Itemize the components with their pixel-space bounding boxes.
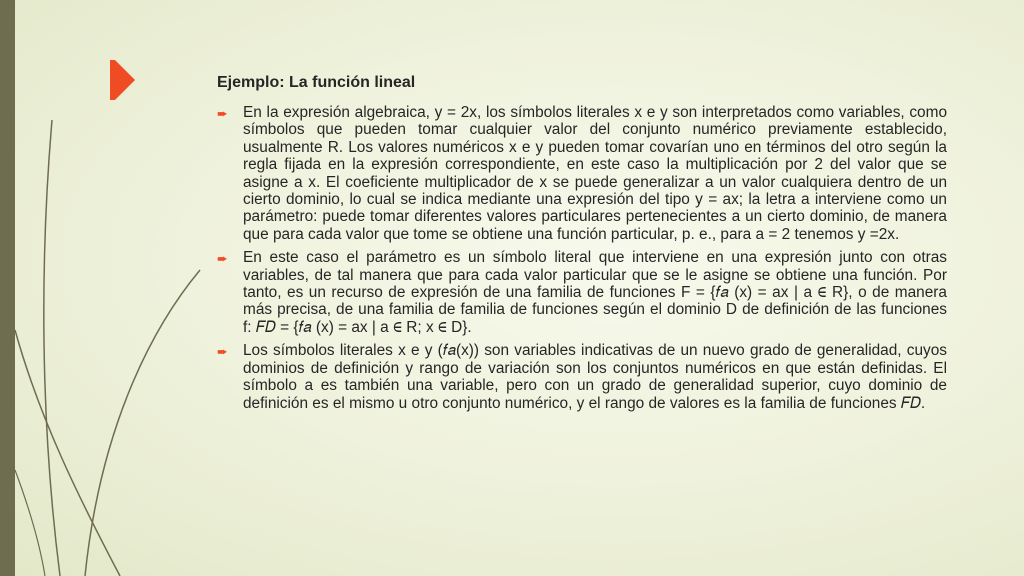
deco-curve-1 (44, 120, 60, 576)
deco-curve-3 (85, 270, 200, 576)
deco-curve-2 (15, 330, 120, 576)
bullet-text: En la expresión algebraica, y = 2x, los símbolos literales x e y son interpretados como variables, como símbolos que pueden tomar cualquier valor del conjunto numérico previamente establecido, usualmente R. Los valores numéricos x e y pueden tomar covarían uno en términos del otro según la regla fijada en la expresión correspondiente, en este caso la multiplicación por 2 del valor que se asigne a x. El coeficiente multiplicador de x se puede generalizar a un valor cualquiera dentro de un cierto dominio, lo cual se indica mediante una expresión del tipo y = ax; la letra a interviene como un parámetro: puede tomar diferentes valores particulares pertenecientes a un cierto dominio, de manera que para cada valor que tome se obtiene una función particular, p. e., para a = 2 tenemos y =2x. (243, 104, 947, 243)
arrow-bullet-icon: ➨ (217, 106, 228, 121)
bullet-text: En este caso el parámetro es un símbolo literal que interviene en una expresión junto con otras variables, de tal manera que para cada valor particular que se le asigne se obtiene una función. Por tanto, es un recurso de expresión de una familia de funciones F = {𝑓𝑎 (x) = ax | a ∈ R}, o de manera más precisa, de una familia de familia de funciones según el dominio D de definición de las funciones f: 𝐹𝐷 = {𝑓𝑎 (x) = ax | a ∈ R; x ∈ D}. (243, 249, 947, 336)
title-arrow-icon (110, 60, 135, 100)
arrow-bullet-icon: ➨ (217, 251, 228, 267)
bullet-item (217, 249, 947, 336)
slide-content (217, 104, 947, 418)
bullet-item (217, 342, 947, 412)
slide-title: Ejemplo: La función lineal (217, 74, 416, 91)
bullet-item (217, 104, 947, 243)
deco-curve-4 (15, 470, 45, 576)
arrow-bullet-icon: ➨ (217, 344, 228, 360)
bullet-text: Los símbolos literales x e y (𝑓𝑎(x)) son variables indicativas de un nuevo grado de generalidad, cuyos dominios de definición y rango de variación son los conjuntos numéricos en que están definidas. El símbolo a es también una variable, pero con un grado de generalidad superior, cuyo dominio de definición es el mismo u otro conjunto numérico, y el rango de valores es la familia de funciones 𝐹𝐷. (243, 342, 947, 412)
